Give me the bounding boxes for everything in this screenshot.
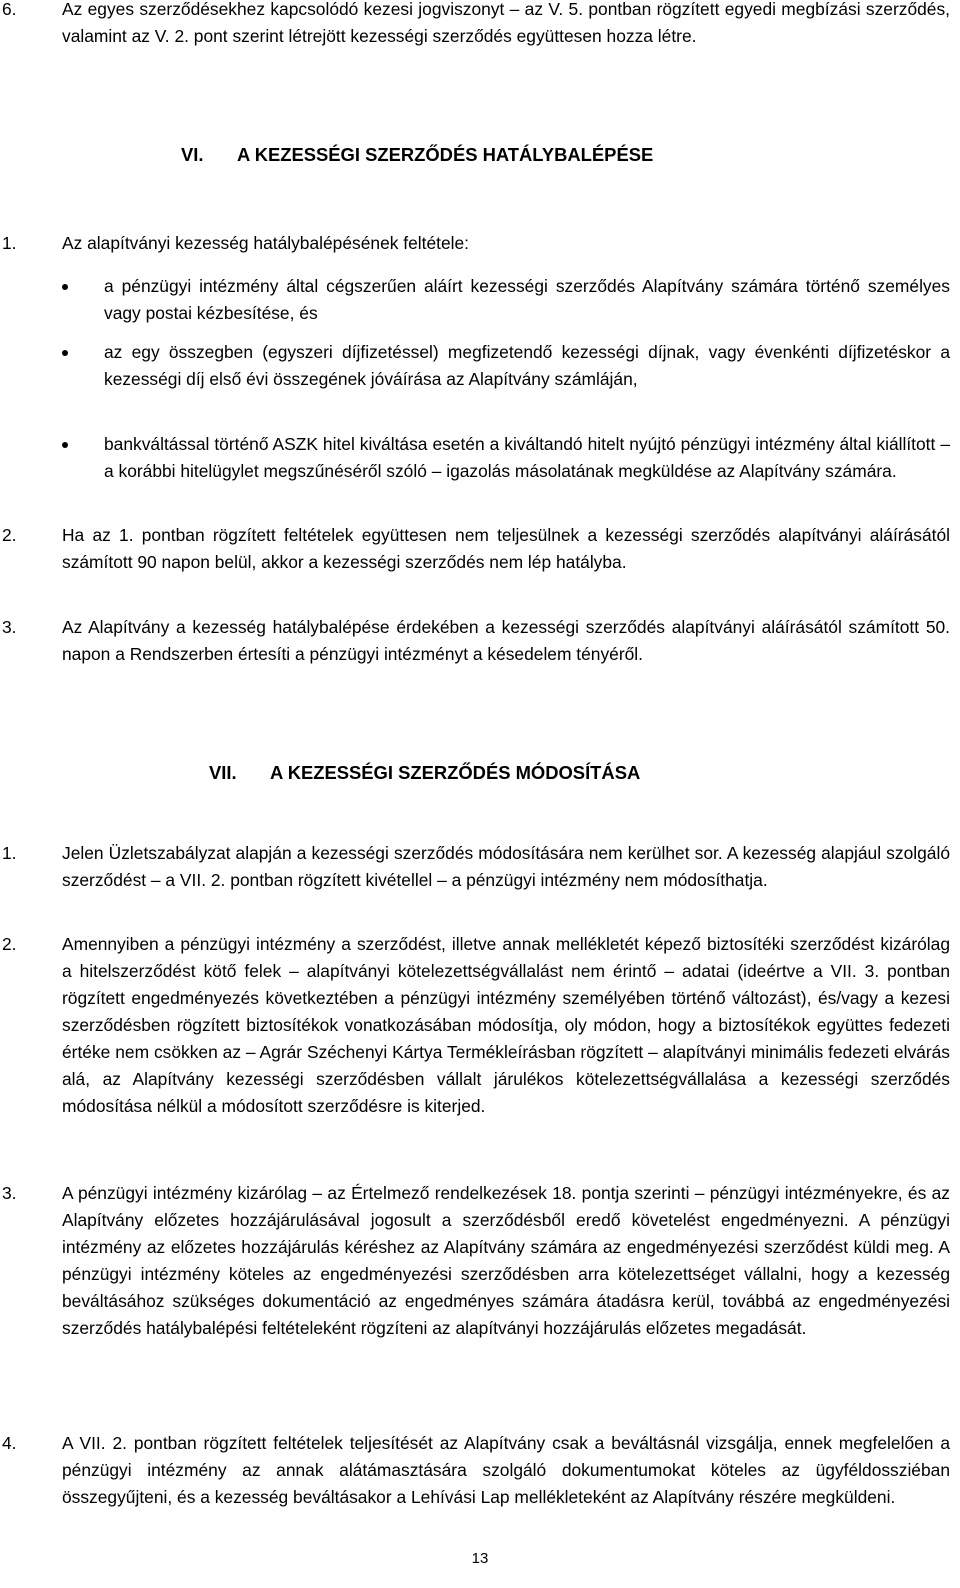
bullet-icon [62, 350, 68, 356]
item-text: Az Alapítvány a kezesség hatálybalépése érdekében a kezességi szerződés alapítványi aláírásától számított 50. napon a Rendszerben értesíti a pénzügyi intézményt a késedelem tényéről. [62, 617, 950, 664]
item-text: Amennyiben a pénzügyi intézmény a szerződést, illetve annak mellékletét képező biztosítéki szerződést kizárólag a hitelszerződést kötő felek – alapítványi kötelezettségvállalást nem érintő – adatai (ideértve a VII. 3. pontban rögzített engedményezés következtében a pénzügyi intézmény személyében történő változást), és/vagy a kezesi szerződésben rögzített biztosítékok vonatkozásában módosítja, oly módon, hogy a biztosítékok együttes fedezeti értéke nem csökken az – Agrár Széchenyi Kártya Termékleírásban rögzített – alapítványi minimális fedezeti elvárás alá, az Alapítvány kezességi szerződésben vállalt járulékos kötelezettségvállalása a kezességi szerződés módosítása nélkül a módosított szerződésre is kiterjed. [62, 934, 950, 1116]
bullet-icon [62, 284, 68, 290]
item-text: Az egyes szerződésekhez kapcsolódó kezesi jogviszonyt – az V. 5. pontban rögzített egyedi megbízási szerződés, valamint az V. 2. pont szerint létrejött kezességi szerződés együttesen hozza létre. [62, 0, 950, 46]
item-number: 4. [2, 1433, 17, 1453]
item-number: 2. [2, 934, 17, 954]
item-text: Ha az 1. pontban rögzített feltételek együttesen nem teljesülnek a kezességi szerződés alapítványi aláírásától számított 90 napon belül, akkor a kezességi szerződés nem lép hatályba. [62, 525, 950, 572]
item-text: A pénzügyi intézmény kizárólag – az Értelmező rendelkezések 18. pontja szerinti – pénzügyi intézményekre, és az Alapítvány előzetes hozzájárulásával jogosult a szerződésből eredő követelést engedményezni. A pénzügyi intézmény az előzetes hozzájárulás kéréshez az Alapítvány számára az engedményezési szerződést küldi meg. A pénzügyi intézmény köteles az engedményezési szerződésben arra kötelezettséget vállalni, hogy a kezesség beváltásához szükséges dokumentáció az engedményes számára átadásra kerül, továbbá az engedményezési szerződés hatálybalépési feltételeként rögzíteni az alapítványi hozzájárulás előzetes megadását. [62, 1183, 950, 1338]
page-number: 13 [471, 1550, 489, 1567]
item-number: 6. [2, 0, 17, 19]
bullet-icon [62, 442, 68, 448]
section-number: VII. [209, 762, 237, 783]
section-number: VI. [181, 144, 204, 165]
section-title: A KEZESSÉGI SZERZŐDÉS MÓDOSÍTÁSA [270, 762, 641, 783]
item-text: A VII. 2. pontban rögzített feltételek teljesítését az Alapítvány csak a beváltásnál vizsgálja, ennek megfelelően a pénzügyi intézmény az annak alátámasztására szolgáló dokumentumokat köteles az ügyféldossziéban összegyűjteni, és a kezesség beváltásakor a Lehívási Lap mellékleteként az Alapítvány részére megküldeni. [62, 1433, 950, 1507]
item-number: 2. [2, 525, 17, 545]
item-number: 1. [2, 843, 17, 863]
item-number: 3. [2, 617, 17, 637]
item-text: Jelen Üzletszabályzat alapján a kezességi szerződés módosítására nem kerülhet sor. A kezesség alapjául szolgáló szerződést – a VII. 2. pontban rögzített kivétellel – a pénzügyi intézmény nem módosíthatja. [62, 843, 950, 890]
section-title: A KEZESSÉGI SZERZŐDÉS HATÁLYBALÉPÉSE [237, 144, 654, 165]
item-number: 1. [2, 233, 17, 253]
bullet-text: az egy összegben (egyszeri díjfizetéssel) megfizetendő kezességi díjnak, vagy évenkénti díjfizetéskor a kezességi díj első évi összegének jóváírása az Alapítvány számláján, [104, 342, 950, 389]
bullet-text: a pénzügyi intézmény által cégszerűen aláírt kezességi szerződés Alapítvány számára történő személyes vagy postai kézbesítése, és [104, 276, 950, 323]
item-number: 3. [2, 1183, 17, 1203]
bullet-text: bankváltással történő ASZK hitel kiváltása esetén a kiváltandó hitelt nyújtó pénzügyi intézmény által kiállított – a korábbi hitelügylet megszűnéséről szóló – igazolás másolatának megküldése az Alapítvány számára. [104, 434, 950, 481]
item-text: Az alapítványi kezesség hatálybalépésének feltétele: [62, 233, 470, 253]
